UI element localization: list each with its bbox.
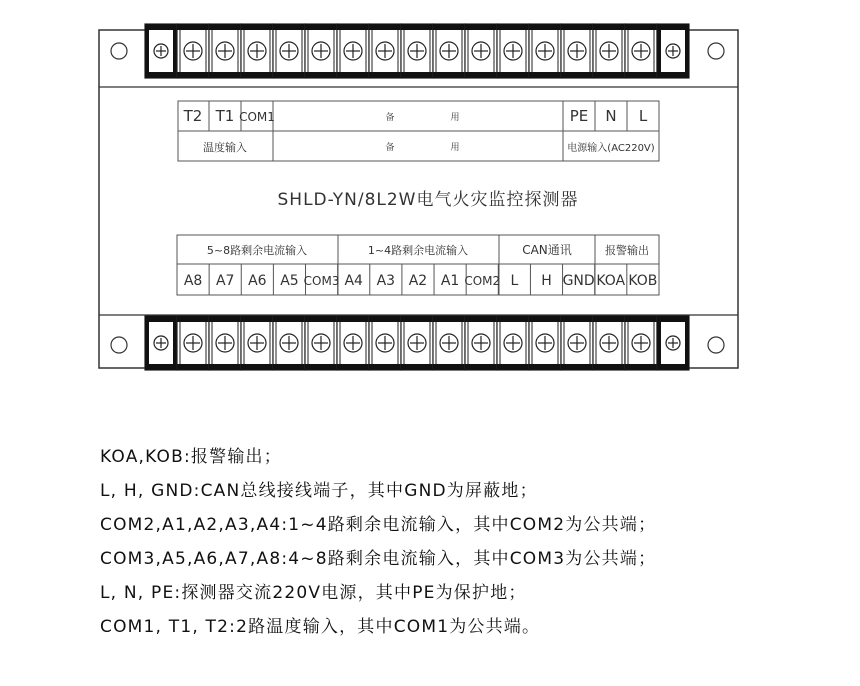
cell-gnd: GND: [562, 273, 595, 289]
cell-a7: A7: [215, 273, 235, 289]
top-terminal-13: [529, 24, 561, 78]
cell-a2: A2: [408, 273, 428, 289]
screw-icon: [666, 336, 680, 350]
cell-koa: KOA: [596, 273, 626, 289]
bottom-terminal-16: [625, 316, 657, 370]
cell-h: H: [541, 273, 552, 289]
terminal-legend: [100, 440, 656, 644]
cell-a4: A4: [344, 273, 363, 289]
cell-a3: A3: [376, 273, 396, 289]
screw-icon: [376, 42, 394, 60]
screw-icon: [472, 42, 490, 60]
cell-l: L: [510, 273, 519, 289]
screw-icon: [312, 334, 330, 352]
screw-icon: [408, 334, 426, 352]
screw-icon: [216, 334, 234, 352]
bottom-terminal-12: [497, 316, 529, 370]
top-terminal-8: [369, 24, 401, 78]
group-can-comm: CAN通讯: [522, 243, 572, 257]
top-terminal-7: [337, 24, 369, 78]
top-terminal-9: [401, 24, 433, 78]
cell-a6: A6: [248, 273, 267, 289]
screw-icon: [408, 42, 426, 60]
top-terminal-11: [465, 24, 497, 78]
top-terminal-1: [145, 24, 177, 78]
legend-power-supply: L, N, PE:探测器交流220V电源，其中PE为保护地；: [100, 583, 527, 603]
cell-a1: A1: [440, 273, 460, 289]
legend-residual-current-1-4: COM2,A1,A2,A3,A4:1~4路剩余电流输入，其中COM2为公共端；: [100, 515, 657, 535]
cell-n: N: [605, 107, 617, 125]
screw-icon: [248, 42, 266, 60]
top-terminal-5: [273, 24, 305, 78]
top-terminal-6: [305, 24, 337, 78]
top-terminal-2: [177, 24, 209, 78]
bottom-cell-labels: [184, 273, 658, 289]
cell-t1: T1: [215, 107, 235, 125]
bottom-terminal-6: [305, 316, 337, 370]
top-terminal-15: [593, 24, 625, 78]
legend-can-bus: L, H, GND:CAN总线接线端子，其中GND为屏蔽地；: [100, 481, 538, 501]
screw-icon: [632, 334, 650, 352]
bottom-terminal-5: [273, 316, 305, 370]
screw-icon: [666, 44, 680, 58]
screw-icon: [312, 42, 330, 60]
bottom-terminal-1: [145, 316, 177, 370]
bottom-terminal-4: [241, 316, 273, 370]
bottom-terminal-14: [561, 316, 593, 370]
bottom-terminal-10: [433, 316, 465, 370]
screw-icon: [600, 42, 618, 60]
screw-icon: [280, 334, 298, 352]
screw-icon: [600, 334, 618, 352]
cell-a8: A8: [183, 273, 203, 289]
bottom-terminal-15: [593, 316, 625, 370]
screw-icon: [248, 334, 266, 352]
screw-icon: [344, 42, 362, 60]
bottom-terminal-2: [177, 316, 209, 370]
screw-icon: [376, 334, 394, 352]
screw-icon: [504, 42, 522, 60]
top-terminal-10: [433, 24, 465, 78]
screw-icon: [184, 42, 202, 60]
bottom-terminal-3: [209, 316, 241, 370]
top-terminal-strip: [145, 24, 689, 78]
bottom-terminal-13: [529, 316, 561, 370]
bottom-terminal-11: [465, 316, 497, 370]
bottom-terminal-7: [337, 316, 369, 370]
group-residual-current-1-4: 1~4路剩余电流输入: [367, 244, 469, 257]
screw-icon: [504, 334, 522, 352]
model-title: SHLD-YN/8L2W电气火灾监控探测器: [277, 190, 579, 210]
screw-icon: [632, 42, 650, 60]
cell-t2: T2: [183, 107, 203, 125]
cell-kob: KOB: [628, 273, 658, 289]
top-terminal-17: [657, 24, 689, 78]
group-spare-2: 用: [450, 143, 460, 153]
group-alarm-output: 报警输出: [605, 244, 649, 257]
cell-com2: COM2: [464, 274, 501, 288]
screw-icon: [536, 42, 554, 60]
screw-icon: [280, 42, 298, 60]
cell-pe: PE: [569, 107, 589, 125]
top-terminal-14: [561, 24, 593, 78]
top-terminal-16: [625, 24, 657, 78]
cell-a5: A5: [280, 273, 299, 289]
cell-spare-2: 用: [450, 113, 460, 123]
bottom-terminal-9: [401, 316, 433, 370]
screw-icon: [440, 334, 458, 352]
group-power-input: 电源输入(AC220V): [567, 143, 655, 154]
legend-alarm-output: KOA,KOB:报警输出；: [100, 447, 282, 467]
screw-icon: [472, 334, 490, 352]
screw-icon: [440, 42, 458, 60]
screw-icon: [184, 334, 202, 352]
screw-icon: [216, 42, 234, 60]
group-spare-1: 备: [385, 143, 395, 153]
screw-icon: [344, 334, 362, 352]
cell-com1: COM1: [239, 110, 275, 124]
bottom-terminal-8: [369, 316, 401, 370]
cell-spare-1: 备: [385, 113, 395, 123]
screw-icon: [568, 42, 586, 60]
top-terminal-12: [497, 24, 529, 78]
top-terminal-3: [209, 24, 241, 78]
bottom-terminal-strip: [145, 316, 689, 370]
group-temperature-input: 温度输入: [203, 141, 247, 154]
screw-icon: [536, 334, 554, 352]
cell-l: L: [638, 107, 648, 125]
screw-icon: [154, 336, 168, 350]
screw-icon: [154, 44, 168, 58]
group-residual-current-5-8: 5~8路剩余电流输入: [206, 244, 308, 257]
top-terminal-4: [241, 24, 273, 78]
legend-temperature-input: COM1, T1, T2:2路温度输入，其中COM1为公共端。: [100, 617, 541, 637]
legend-residual-current-5-8: COM3,A5,A6,A7,A8:4~8路剩余电流输入，其中COM3为公共端；: [100, 549, 657, 569]
screw-icon: [568, 334, 586, 352]
bottom-terminal-17: [657, 316, 689, 370]
cell-com3: COM3: [303, 274, 340, 288]
